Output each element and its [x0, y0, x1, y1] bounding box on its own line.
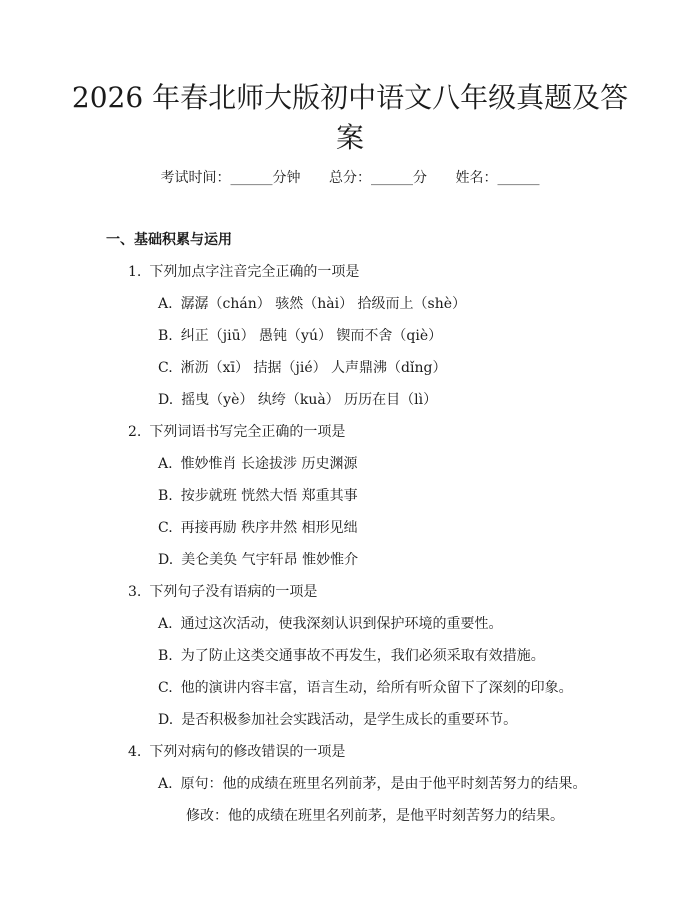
q3-option-d [158, 710, 517, 730]
q1-option-b [158, 326, 442, 346]
option-letter: B. [158, 488, 173, 504]
option-text: 淅沥（xī） 拮据（jié） 人声鼎沸（dǐng） [180, 360, 447, 376]
q2-option-d [158, 550, 358, 570]
option-text: 为了防止这类交通事故不再发生，我们必须采取有效措施。 [180, 648, 545, 664]
q2-option-b [158, 486, 358, 506]
option-letter: A. [158, 456, 173, 472]
student-name-label: 姓名：______ [455, 170, 540, 186]
page-title [60, 78, 640, 158]
option-letter: D. [158, 552, 174, 568]
option-letter: C. [158, 360, 173, 376]
question-2 [128, 422, 345, 442]
question-3 [128, 582, 317, 602]
option-letter: C. [158, 520, 173, 536]
q1-option-c [158, 358, 446, 378]
question-text: 下列句子没有语病的一项是 [149, 584, 318, 600]
q2-option-a [158, 454, 357, 474]
question-text: 下列词语书写完全正确的一项是 [149, 424, 346, 440]
option-text: 潺潺（chán） 骇然（hài） 拾级而上（shè） [180, 296, 467, 312]
option-letter: A. [158, 616, 173, 632]
q4-option-a [158, 774, 587, 794]
section-heading-1: 一、基础积累与运用 [106, 232, 232, 248]
question-4 [128, 742, 345, 762]
option-letter: A. [158, 776, 173, 792]
exam-time-label: 考试时间：______分钟 [160, 170, 301, 186]
option-text: 是否积极参加社会实践活动，是学生成长的重要环节。 [181, 712, 518, 728]
option-letter: D. [158, 392, 174, 408]
option-letter: D. [158, 712, 174, 728]
q4-option-a-revision: 修改：他的成绩在班里名列前茅，是他平时刻苦努力的结果。 [186, 808, 564, 824]
q1-option-a [158, 294, 466, 314]
question-text: 下列加点字注音完全正确的一项是 [149, 264, 360, 280]
option-text: 纠正（jiū） 愚钝（yú） 锲而不舍（qiè） [180, 328, 443, 344]
option-text: 美仑美奂 气宇轩昂 惟妙惟介 [181, 552, 359, 568]
option-text: 原句：他的成绩在班里名列前茅，是由于他平时刻苦努力的结果。 [180, 776, 587, 792]
question-text: 下列对病句的修改错误的一项是 [149, 744, 346, 760]
exam-info-line [0, 168, 700, 188]
option-letter: C. [158, 680, 173, 696]
q3-option-a [158, 614, 503, 634]
option-text: 按步就班 恍然大悟 郑重其事 [180, 488, 358, 504]
question-number: 2. [128, 424, 142, 440]
q2-option-c [158, 518, 358, 538]
question-number: 3. [128, 584, 142, 600]
option-letter: A. [158, 296, 173, 312]
option-text: 再接再励 秩序井然 相形见绌 [180, 520, 358, 536]
option-text: 摇曳（yè） 纨绔（kuà） 历历在目（lì） [181, 392, 438, 408]
option-letter: B. [158, 328, 173, 344]
question-number: 1. [128, 264, 142, 280]
option-text: 惟妙惟肖 长途拔涉 历史渊源 [180, 456, 358, 472]
q3-option-c [158, 678, 573, 698]
title-line-1: 2026 年春北师大版初中语文八年级真题及答 [71, 81, 629, 114]
question-number: 4. [128, 744, 142, 760]
option-text: 他的演讲内容丰富，语言生动，给所有听众留下了深刻的印象。 [180, 680, 573, 696]
question-1 [128, 262, 359, 282]
title-line-2: 案 [335, 121, 364, 154]
q3-option-b [158, 646, 545, 666]
total-score-label: 总分：______分 [329, 170, 427, 186]
q1-option-d [158, 390, 437, 410]
option-letter: B. [158, 648, 173, 664]
option-text: 通过这次活动，使我深刻认识到保护环境的重要性。 [180, 616, 503, 632]
